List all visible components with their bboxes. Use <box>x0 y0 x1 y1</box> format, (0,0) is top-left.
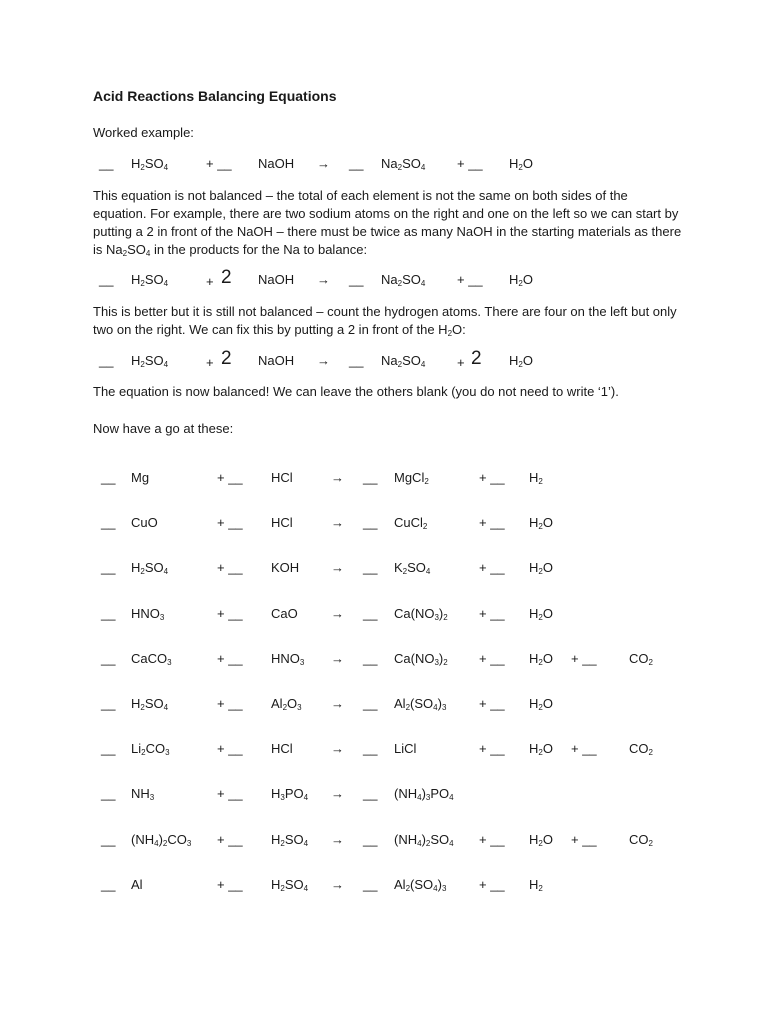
exercise-row <box>93 832 693 854</box>
blank: __ <box>363 741 378 757</box>
explanation-paragraph-1: This equation is not balanced – the total of each element is not the same on both sides of the equation. For example, there are two sodium atoms on the right and one on the left so we can start by putting a 2 in front of the NaOH – there must be twice as many NaOH in the starting materials as there is $Na_2SO_4$ in the products for the Na to balance: <box>93 188 682 258</box>
arrow: → <box>331 605 344 621</box>
blank: __ <box>363 470 378 485</box>
arrow: → <box>331 560 344 576</box>
product-2: $H_2O$ <box>509 272 533 288</box>
worked-equation-3 <box>93 348 683 375</box>
reactant-2: $HNO_3$ <box>271 650 305 667</box>
reactant-1: $H_2SO_4$ <box>131 156 169 172</box>
reactant-1: Al <box>131 876 143 892</box>
exercise-row <box>93 470 693 492</box>
blank: __ <box>101 470 116 485</box>
plus-blank: + __ <box>479 470 505 485</box>
blank: __ <box>101 515 116 531</box>
blank: __ <box>101 876 116 892</box>
plus-blank: + __ <box>571 650 597 666</box>
blank: __ <box>101 696 116 711</box>
reactant-2: HCl <box>271 741 293 757</box>
plus-blank: + __ <box>479 696 505 711</box>
reactant-2: $Al_2O_3$ <box>271 696 302 712</box>
plus: + <box>206 274 214 289</box>
product-1: $Ca(NO_3)_2$ <box>394 650 448 667</box>
product-2: $H_2O$ <box>529 650 553 667</box>
arrow: → <box>331 650 344 666</box>
product-2: $H_2O$ <box>509 156 533 172</box>
arrow: → <box>331 515 344 531</box>
product-1: CuCl$_2$ <box>394 515 428 532</box>
reactant-1: $H_2SO_4$ <box>131 272 169 288</box>
blank: __ <box>99 156 114 171</box>
product-2: $H_2O$ <box>529 741 553 758</box>
blank: __ <box>363 696 378 711</box>
blank: __ <box>101 786 116 802</box>
blank: __ <box>363 831 378 847</box>
reactant-1: Mg <box>131 470 150 485</box>
blank: __ <box>363 786 378 802</box>
arrow: → <box>331 741 344 757</box>
plus-blank: + __ <box>571 741 597 757</box>
plus-blank: + __ <box>479 876 505 892</box>
reactant-1: $NH_3$ <box>131 786 155 803</box>
plus-blank: + __ <box>217 696 243 711</box>
product-2: $H_2$ <box>529 470 543 486</box>
worksheet-page <box>93 0 683 1024</box>
product-3: $CO_2$ <box>629 831 653 848</box>
product-2: $H_2O$ <box>509 353 533 369</box>
reactant-1: $H_2SO_4$ <box>131 560 169 577</box>
plus-blank: + __ <box>217 515 243 531</box>
arrow: → <box>331 831 344 847</box>
plus-blank: + __ <box>479 831 505 847</box>
blank: __ <box>363 876 378 892</box>
explanation-paragraph-3: The equation is now balanced! We can leave the others blank (you do not need to write ‘1’). <box>93 384 619 399</box>
reactant-2: $H_2SO_4$ <box>271 876 309 893</box>
plus-blank: + __ <box>479 650 505 666</box>
page-title: Acid Reactions Balancing Equations <box>93 88 337 104</box>
exercise-row <box>93 877 693 899</box>
product-2: $H_2O$ <box>529 560 553 577</box>
plus-blank: + __ <box>479 560 505 576</box>
reactant-2: HCl <box>271 470 293 485</box>
product-2: $H_2O$ <box>529 696 553 712</box>
product-1: $(NH_4)_2SO_4$ <box>394 831 454 848</box>
reactant-2: CaO <box>271 605 298 621</box>
explanation-paragraph-2: This is better but it is still not balanced – count the hydrogen atoms. There are four on the left but only two on the right. We can fix this by putting a 2 in front of the $H_2O$: <box>93 304 677 338</box>
reactant-2: NaOH <box>258 156 295 171</box>
product-2: $H_2O$ <box>529 831 553 848</box>
reactant-1: $H_2SO_4$ <box>131 353 169 369</box>
blank: __ <box>363 560 378 576</box>
coefficient-2: 2 <box>221 267 232 288</box>
product-1: $(NH_4)_3PO_4$ <box>394 786 454 803</box>
plus-blank: + __ <box>217 470 243 485</box>
plus-blank: + __ <box>217 831 243 847</box>
worked-equation-2 <box>93 267 683 294</box>
exercise-row <box>93 560 693 582</box>
arrow: → <box>317 156 330 171</box>
exercise-row <box>93 786 693 808</box>
reactant-2: NaOH <box>258 272 295 287</box>
plus-blank: + __ <box>479 741 505 757</box>
product-2: $H_2$ <box>529 876 543 893</box>
blank: __ <box>349 156 364 171</box>
product-1: $Ca(NO_3)_2$ <box>394 605 448 622</box>
product-1: LiCl <box>394 741 417 757</box>
blank: __ <box>99 353 114 368</box>
plus-blank: + __ <box>457 272 483 287</box>
plus-blank: + __ <box>217 560 243 576</box>
product-1: $Al_2(SO_4)_3$ <box>394 696 447 712</box>
plus-blank: + __ <box>217 650 243 666</box>
reactant-2: HCl <box>271 515 293 531</box>
reactant-2: KOH <box>271 560 300 576</box>
reactant-1: CuO <box>131 515 158 531</box>
arrow: → <box>317 353 330 368</box>
arrow: → <box>331 786 344 802</box>
arrow: → <box>331 876 344 892</box>
blank: __ <box>349 353 364 368</box>
exercise-row <box>93 606 693 628</box>
arrow: → <box>331 696 344 711</box>
blank: __ <box>363 605 378 621</box>
plus-blank: + __ <box>479 605 505 621</box>
plus-blank: + __ <box>217 605 243 621</box>
exercise-row <box>93 696 693 718</box>
coefficient-2: 2 <box>471 348 482 369</box>
exercise-row <box>93 651 693 673</box>
exercise-row <box>93 741 693 763</box>
product-1: $Na_2SO_4$ <box>381 353 426 369</box>
coefficient-2: 2 <box>221 348 232 369</box>
product-1: MgCl$_2$ <box>394 470 429 486</box>
plus-blank: + __ <box>217 876 243 892</box>
arrow: → <box>331 470 344 485</box>
plus: + <box>206 355 214 370</box>
product-1: $Na_2SO_4$ <box>381 272 426 288</box>
reactant-1: $Li_2CO_3$ <box>131 741 170 758</box>
reactant-2: $H_2SO_4$ <box>271 831 309 848</box>
reactant-2: NaOH <box>258 353 295 368</box>
blank: __ <box>349 272 364 287</box>
product-2: $H_2O$ <box>529 605 553 622</box>
plus-blank: + __ <box>571 831 597 847</box>
blank: __ <box>363 515 378 531</box>
exercise-row <box>93 515 693 537</box>
product-1: $Al_2(SO_4)_3$ <box>394 876 447 893</box>
plus-blank: + __ <box>217 741 243 757</box>
product-2: $H_2O$ <box>529 515 553 532</box>
blank: __ <box>101 650 116 666</box>
plus-blank: + __ <box>217 786 243 802</box>
reactant-1: $H_2SO_4$ <box>131 696 169 712</box>
worked-equation-1 <box>93 156 683 178</box>
plus: + <box>457 355 465 370</box>
plus-blank: + __ <box>479 515 505 531</box>
blank: __ <box>101 605 116 621</box>
blank: __ <box>99 272 114 287</box>
plus-blank: + __ <box>457 156 483 171</box>
product-3: $CO_2$ <box>629 741 653 758</box>
reactant-1: $(NH_4)_2CO_3$ <box>131 831 192 848</box>
instructions: Now have a go at these: <box>93 421 234 436</box>
product-3: $CO_2$ <box>629 650 653 667</box>
reactant-1: CaCO$_3$ <box>131 650 172 667</box>
product-1: $Na_2SO_4$ <box>381 156 426 172</box>
blank: __ <box>101 560 116 576</box>
plus-blank: + __ <box>206 156 232 171</box>
reactant-1: $HNO_3$ <box>131 605 165 622</box>
arrow: → <box>317 272 330 287</box>
reactant-2: $H_3PO_4$ <box>271 786 309 803</box>
product-1: $K_2SO_4$ <box>394 560 431 577</box>
blank: __ <box>101 741 116 757</box>
worked-example-label: Worked example: <box>93 125 194 140</box>
blank: __ <box>363 650 378 666</box>
blank: __ <box>101 831 116 847</box>
